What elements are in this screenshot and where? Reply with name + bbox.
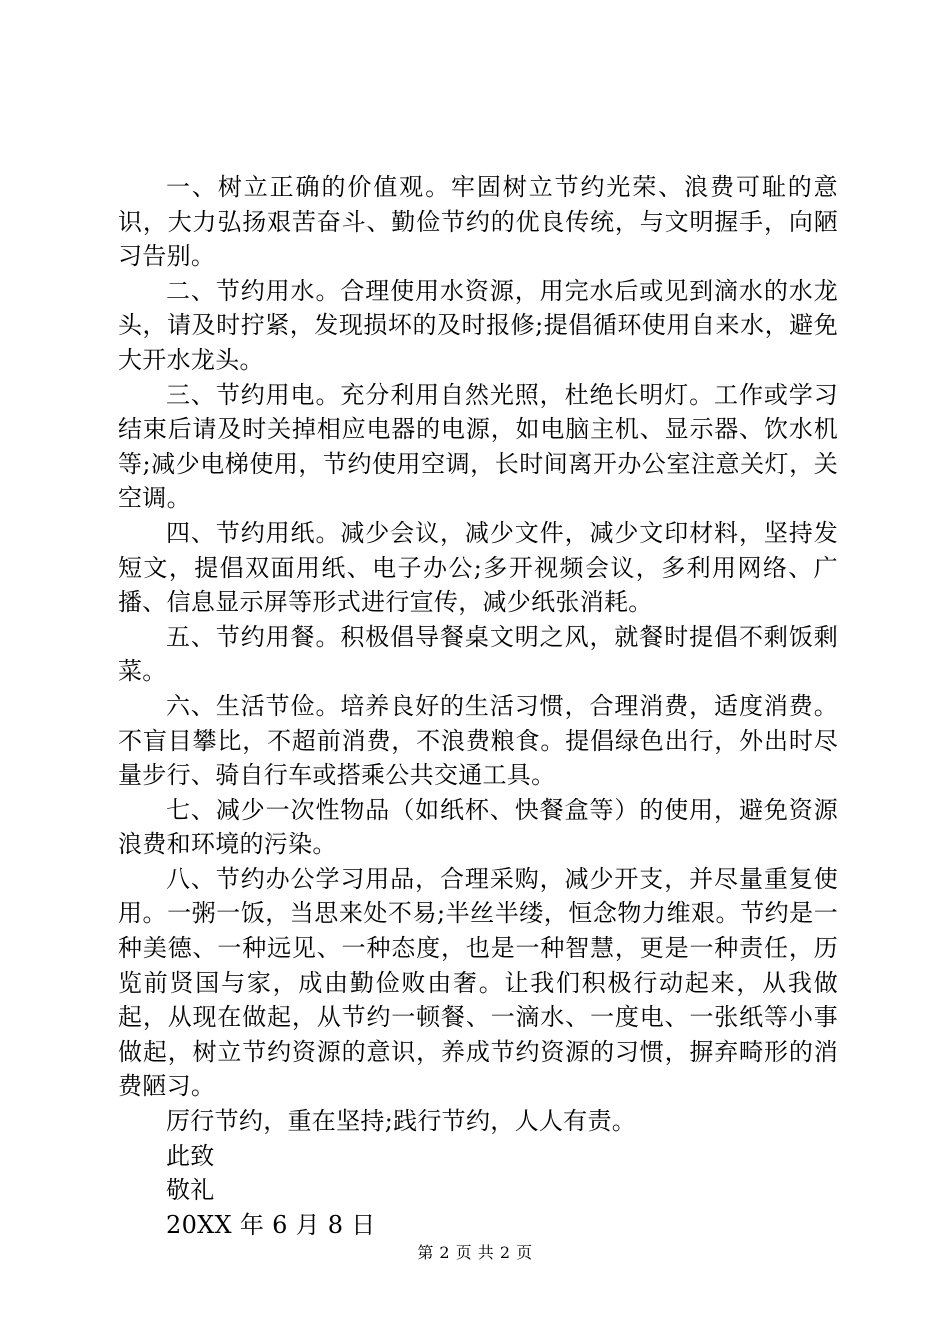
paragraph-reduce-disposables: 七、减少一次性物品（如纸杯、快餐盒等）的使用，避免资源浪费和环境的污染。 <box>118 795 838 859</box>
paragraph-save-paper: 四、节约用纸。减少会议，减少文件，减少文印材料，坚持发短文，提倡双面用纸、电子办公;多开视频会议，多利用网络、广播、信息显示屏等形式进行宣传，减少纸张消耗。 <box>118 518 838 617</box>
document-body <box>118 170 838 1242</box>
paragraph-save-food: 五、节约用餐。积极倡导餐桌文明之风，就餐时提倡不剩饭剩菜。 <box>118 622 838 686</box>
closing-salutation-2: 敬礼 <box>166 1176 215 1205</box>
paragraph-frugal-living: 六、生活节俭。培养良好的生活习惯，合理消费，适度消费。不盲目攀比，不超前消费，不浪费粮食。提倡绿色出行，外出时尽量步行、骑自行车或搭乘公共交通工具。 <box>118 691 838 790</box>
paragraph-value-outlook: 一、树立正确的价值观。牢固树立节约光荣、浪费可耻的意识，大力弘扬艰苦奋斗、勤俭节约的优良传统，与文明握手，向陋习告别。 <box>118 173 838 271</box>
paragraph-save-water: 二、节约用水。合理使用水资源，用完水后或见到滴水的水龙头，请及时拧紧，发现损坏的及时报修;提倡循环使用自来水，避免大开水龙头。 <box>118 276 838 374</box>
closing-salutation-1: 此致 <box>166 1141 215 1170</box>
paragraph-slogan: 厉行节约，重在坚持;践行节约，人人有责。 <box>166 1107 637 1136</box>
closing-date: 20XX 年 6 月 8 日 <box>166 1210 376 1239</box>
paragraph-save-electricity: 三、节约用电。充分利用自然光照，杜绝长明灯。工作或学习结束后请及时关掉相应电器的电源，如电脑主机、显示器、饮水机等;减少电梯使用，节约使用空调，长时间离开办公室注意关灯，关空调。 <box>118 380 838 513</box>
page-number-footer: 第 2 页 共 2 页 <box>417 1243 533 1262</box>
paragraph-office-supplies: 八、节约办公学习用品，合理采购，减少开支，并尽量重复使用。一粥一饭，当思来处不易;半丝半缕，恒念物力维艰。节约是一种美德、一种远见、一种态度，也是一种智慧，更是一种责任，历览前贤国与家，成由勤俭败由奢。让我们积极行动起来，从我做起，从现在做起，从节约一顿餐、一滴水、一度电、一张纸等小事做起，树立节约资源的意识，养成节约资源的习惯，摒弃畸形的消费陋习。 <box>118 864 838 1101</box>
